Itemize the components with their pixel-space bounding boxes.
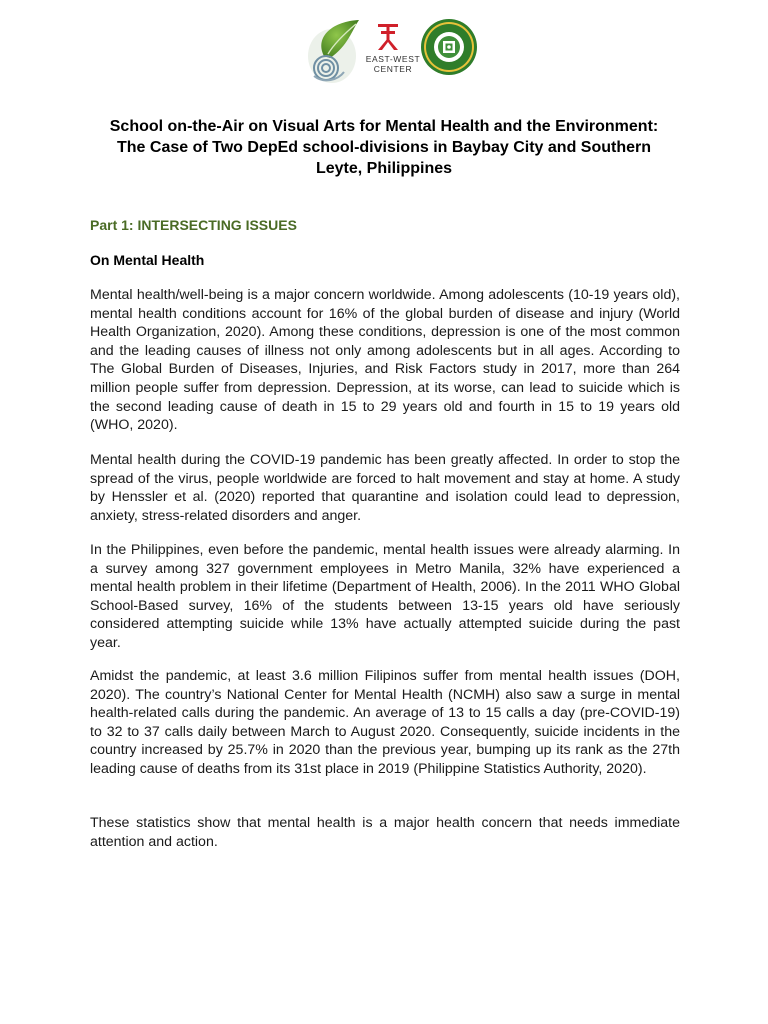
- body-paragraph: Amidst the pandemic, at least 3.6 million Filipinos suffer from mental health issues (DOH, 2020). The country’s National Center for Mental Health (NCMH) also saw a surge in mental health-related calls during the pandemic. An average of 13 to 15 calls a day (pre-COVID-19) to 32 to 37 calls daily between March to August 2020. Consequently, suicide incidents in the country increased by 25.7% in 2020 than the previous year, bumping up its rank as the 27th leading cause of deaths from its 31st place in 2019 (Philippine Statistics Authority, 2020).: [90, 668, 680, 777]
- body-paragraph: In the Philippines, even before the pandemic, mental health issues were already alarming. In a survey among 327 government employees in Metro Manila, 32% have experienced a mental health problem in their lifetime (Department of Health, 2006). In the 2011 WHO Global School-Based survey, 16% of the students between 13-15 years old have seriously considered attempting suicide while 13% have actually attempted suicide during the past year.: [90, 542, 680, 651]
- document-title: [80, 116, 688, 179]
- body-paragraph: These statistics show that mental health is a major health concern that needs immediate attention and action.: [90, 815, 680, 850]
- east-west-center-logo: [364, 22, 420, 84]
- visayas-state-university-seal: [420, 18, 478, 76]
- header-logos: [0, 14, 768, 88]
- title-line: School on-the-Air on Visual Arts for Mental Health and the Environment:: [109, 118, 659, 135]
- ewc-logo-line2: CENTER: [373, 64, 413, 74]
- section-subheading: On Mental Health: [90, 252, 205, 268]
- body-paragraph: Mental health/well-being is a major concern worldwide. Among adolescents (10-19 years old), mental health conditions account for 16% of the global burden of disease and injury (World Health Organization, 2020). Among these conditions, depression is one of the most common and the leading causes of illness not only among adolescents but in all ages. According to The Global Burden of Diseases, Injuries, and Risk Factors study in 2017, more than 264 million people suffer from depression. Depression, at its worse, can lead to suicide which is the second leading cause of death in 15 to 29 years old and fourth in 15 to 19 years old (WHO, 2020).: [90, 287, 680, 434]
- body-paragraph: Mental health during the COVID-19 pandemic has been greatly affected. In order to stop the spread of the virus, people worldwide are forced to halt movement and stay at home. A study by Henssler et al. (2020) reported that quarantine and isolation could lead to depression, anxiety, stress-related disorders and anger.: [90, 452, 680, 524]
- leaf-logo: [304, 16, 364, 86]
- ewc-logo-line1: EAST-WEST: [365, 54, 421, 64]
- east-west-center-mark-icon: [372, 22, 404, 52]
- title-line: Leyte, Philippines: [315, 160, 453, 177]
- title-line: The Case of Two DepEd school-divisions in Baybay City and Southern: [117, 139, 651, 156]
- part-heading: Part 1: INTERSECTING ISSUES: [90, 217, 297, 233]
